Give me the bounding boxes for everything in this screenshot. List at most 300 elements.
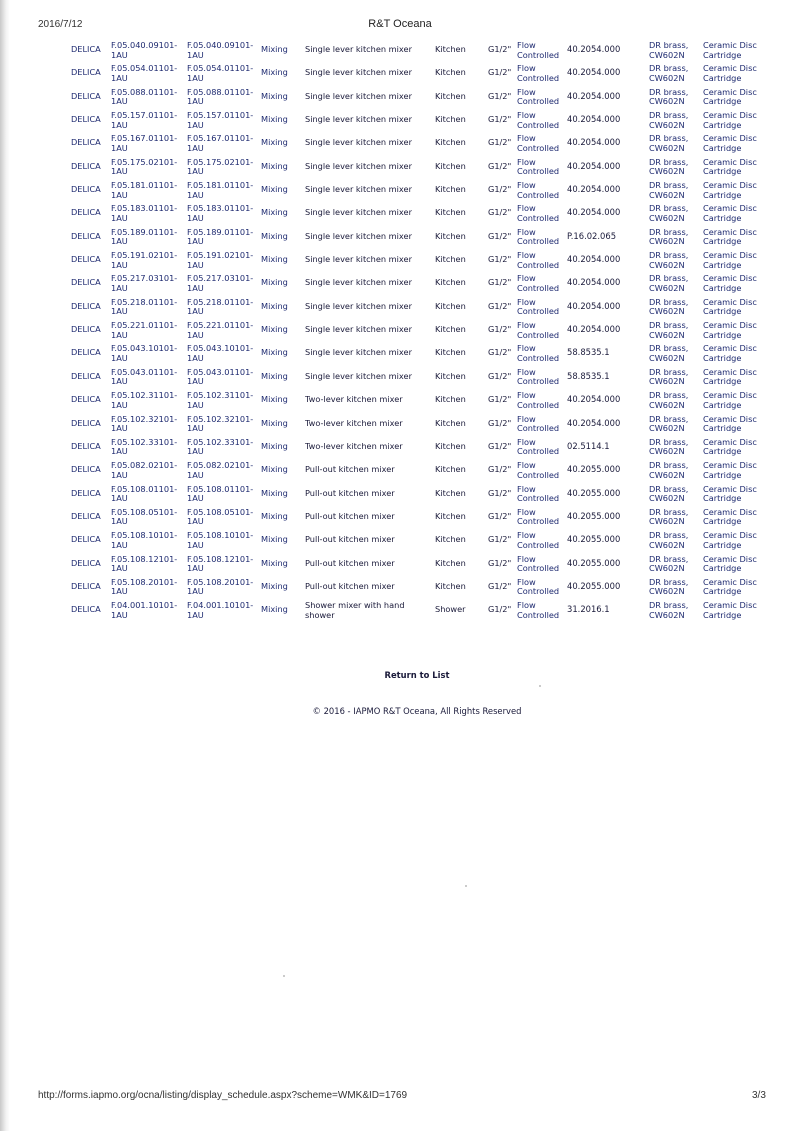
material-cell[interactable] — [649, 344, 688, 363]
material-cell[interactable] — [649, 485, 688, 504]
cartridge-cell-line: Cartridge — [703, 423, 742, 433]
model-number-cell-line: F.05.167.01101- — [111, 133, 178, 144]
model-number-cell[interactable] — [111, 321, 177, 340]
material-cell-line: DR brass, — [649, 156, 689, 167]
cartridge-cell[interactable] — [703, 274, 757, 293]
flow-cell-line: Flow — [517, 273, 536, 284]
cartridge-cell[interactable] — [703, 111, 757, 130]
cartridge-cell[interactable] — [703, 321, 757, 340]
cartridge-cell[interactable] — [703, 134, 757, 153]
description-cell-line: Pull-out kitchen mixer — [305, 580, 395, 591]
model-number-cell[interactable] — [111, 415, 177, 434]
flow-cell[interactable] — [517, 578, 559, 597]
material-cell-line: DR brass, — [649, 86, 689, 97]
description-cell — [305, 92, 412, 102]
model-number-cell[interactable] — [111, 601, 177, 620]
model-code-cell[interactable] — [187, 228, 253, 247]
use-cell: Kitchen — [435, 254, 466, 265]
table-row — [60, 459, 760, 482]
type-cell[interactable]: Mixing — [261, 557, 288, 568]
flow-cell-line: Controlled — [517, 446, 560, 457]
model-number-cell-line: 1AU — [111, 609, 128, 620]
model-code-cell[interactable] — [187, 204, 253, 223]
material-cell[interactable] — [649, 555, 688, 574]
cartridge-cell[interactable] — [703, 461, 757, 480]
material-cell[interactable] — [649, 415, 688, 434]
cartridge-cell-line: Ceramic Disc — [703, 366, 757, 377]
model-number-cell[interactable] — [111, 111, 177, 130]
model-number-cell-line: F.05.040.09101- — [111, 40, 178, 50]
material-cell[interactable] — [649, 251, 688, 270]
brand-cell[interactable]: DELICA — [71, 534, 101, 545]
flow-cell[interactable] — [517, 41, 559, 60]
material-cell-line: DR brass, — [649, 320, 689, 331]
model-code-cell-line: F.05.102.32101- — [187, 413, 254, 424]
model-code-cell-line: F.05.175.02101- — [187, 156, 254, 167]
model-number-cell[interactable] — [111, 344, 177, 363]
material-cell-line: CW602N — [649, 446, 685, 457]
cartridge-cell-line: Cartridge — [703, 352, 742, 363]
model-number-cell-line: F.05.043.01101- — [111, 366, 178, 377]
model-number-cell[interactable] — [111, 391, 177, 410]
watermark-number-cell: 40.2054.000 — [567, 137, 621, 148]
cartridge-cell-line: Ceramic Disc — [703, 530, 757, 541]
model-code-cell[interactable] — [187, 274, 253, 293]
description-cell-line: Two-lever kitchen mixer — [305, 394, 403, 405]
cartridge-cell[interactable] — [703, 438, 757, 457]
material-cell[interactable] — [649, 88, 688, 107]
watermark-number-cell: 40.2054.000 — [567, 417, 621, 428]
model-number-cell-line: F.05.102.31101- — [111, 390, 178, 401]
model-code-cell[interactable] — [187, 251, 253, 270]
model-code-cell[interactable] — [187, 578, 253, 597]
flow-cell-line: Flow — [517, 203, 536, 214]
cartridge-cell[interactable] — [703, 298, 757, 317]
brand-cell[interactable]: DELICA — [71, 417, 101, 428]
brand-cell[interactable]: DELICA — [71, 510, 101, 521]
model-code-cell[interactable] — [187, 485, 253, 504]
model-code-cell-line: 1AU — [187, 376, 204, 387]
model-number-cell-line: F.05.108.10101- — [111, 530, 178, 541]
type-cell[interactable]: Mixing — [261, 277, 288, 288]
table-row — [60, 226, 760, 249]
model-code-cell-line: 1AU — [187, 399, 204, 410]
model-code-cell[interactable] — [187, 508, 253, 527]
page-number: 3/3 — [752, 1090, 766, 1101]
cartridge-cell[interactable] — [703, 344, 757, 363]
brand-cell[interactable]: DELICA — [71, 160, 101, 171]
model-number-cell[interactable] — [111, 485, 177, 504]
model-number-cell[interactable] — [111, 368, 177, 387]
brand-cell[interactable]: DELICA — [71, 580, 101, 591]
flow-cell[interactable] — [517, 391, 559, 410]
material-cell-line: DR brass, — [649, 296, 689, 307]
material-cell[interactable] — [649, 64, 688, 83]
description-cell-line: Single lever kitchen mixer — [305, 324, 412, 335]
flow-cell-line: Flow — [517, 436, 536, 447]
cartridge-cell-line: Cartridge — [703, 166, 742, 177]
material-cell-line: CW602N — [649, 189, 685, 200]
flow-cell-line: Controlled — [517, 212, 560, 223]
type-cell[interactable]: Mixing — [261, 67, 288, 78]
type-cell[interactable]: Mixing — [261, 417, 288, 428]
model-code-cell[interactable] — [187, 158, 253, 177]
material-cell[interactable] — [649, 274, 688, 293]
model-number-cell[interactable] — [111, 41, 177, 60]
flow-cell[interactable] — [517, 181, 559, 200]
cartridge-cell-line: Cartridge — [703, 586, 742, 597]
table-row — [60, 62, 760, 85]
flow-cell[interactable] — [517, 485, 559, 504]
model-number-cell[interactable] — [111, 134, 177, 153]
flow-cell[interactable] — [517, 111, 559, 130]
model-code-cell-line: 1AU — [187, 189, 204, 200]
description-cell-line: Single lever kitchen mixer — [305, 277, 412, 288]
brand-cell[interactable]: DELICA — [71, 394, 101, 405]
use-cell: Kitchen — [435, 114, 466, 125]
size-cell: G1/2" — [488, 230, 512, 241]
brand-cell[interactable]: DELICA — [71, 137, 101, 148]
type-cell[interactable]: Mixing — [261, 184, 288, 195]
material-cell[interactable] — [649, 461, 688, 480]
use-cell: Kitchen — [435, 534, 466, 545]
brand-cell[interactable]: DELICA — [71, 114, 101, 125]
cartridge-cell[interactable] — [703, 368, 757, 387]
brand-cell[interactable]: DELICA — [71, 67, 101, 78]
model-number-cell-line: F.05.191.02101- — [111, 250, 178, 261]
model-code-cell[interactable] — [187, 41, 253, 60]
model-number-cell[interactable] — [111, 158, 177, 177]
flow-cell[interactable] — [517, 344, 559, 363]
watermark-number-cell: 02.5114.1 — [567, 440, 610, 451]
type-cell[interactable]: Mixing — [261, 300, 288, 311]
material-cell[interactable] — [649, 578, 688, 597]
model-code-cell[interactable] — [187, 64, 253, 83]
flow-cell[interactable] — [517, 368, 559, 387]
model-code-cell[interactable] — [187, 321, 253, 340]
model-code-cell[interactable] — [187, 88, 253, 107]
brand-cell[interactable]: DELICA — [71, 184, 101, 195]
flow-cell-line: Flow — [517, 576, 536, 587]
material-cell-line: DR brass, — [649, 530, 689, 541]
flow-cell-line: Controlled — [517, 493, 560, 504]
brand-cell[interactable]: DELICA — [71, 44, 101, 54]
model-code-cell[interactable] — [187, 391, 253, 410]
material-cell[interactable] — [649, 228, 688, 247]
cartridge-cell[interactable] — [703, 508, 757, 527]
type-cell[interactable]: Mixing — [261, 324, 288, 335]
type-cell[interactable]: Mixing — [261, 604, 288, 615]
flow-cell[interactable] — [517, 601, 559, 620]
flow-cell[interactable] — [517, 64, 559, 83]
brand-cell[interactable]: DELICA — [71, 347, 101, 358]
cartridge-cell[interactable] — [703, 204, 757, 223]
flow-cell-line: Flow — [517, 133, 536, 144]
cartridge-cell[interactable] — [703, 485, 757, 504]
cartridge-cell[interactable] — [703, 415, 757, 434]
copyright-notice: © 2016 - IAPMO R&T Oceana, All Rights Reserved — [312, 706, 522, 716]
flow-cell[interactable] — [517, 251, 559, 270]
brand-cell[interactable]: DELICA — [71, 230, 101, 241]
type-cell[interactable]: Mixing — [261, 44, 288, 54]
brand-cell[interactable]: DELICA — [71, 207, 101, 218]
type-cell[interactable]: Mixing — [261, 440, 288, 451]
table-row — [60, 483, 760, 506]
flow-cell[interactable] — [517, 158, 559, 177]
material-cell[interactable] — [649, 41, 688, 60]
type-cell[interactable]: Mixing — [261, 254, 288, 265]
model-code-cell[interactable] — [187, 344, 253, 363]
brand-cell[interactable]: DELICA — [71, 557, 101, 568]
description-cell-line: Single lever kitchen mixer — [305, 90, 412, 101]
watermark-number-cell: 40.2054.000 — [567, 277, 621, 288]
model-number-cell[interactable] — [111, 251, 177, 270]
brand-cell[interactable]: DELICA — [71, 324, 101, 335]
model-code-cell-line: 1AU — [187, 352, 204, 363]
model-code-cell[interactable] — [187, 134, 253, 153]
material-cell[interactable] — [649, 111, 688, 130]
model-code-cell[interactable] — [187, 415, 253, 434]
cartridge-cell[interactable] — [703, 88, 757, 107]
cartridge-cell-line: Cartridge — [703, 189, 742, 200]
description-cell — [305, 512, 395, 522]
type-cell[interactable]: Mixing — [261, 160, 288, 171]
model-number-cell-line: 1AU — [111, 72, 128, 83]
cartridge-cell-line: Cartridge — [703, 329, 742, 340]
material-cell[interactable] — [649, 508, 688, 527]
watermark-number-cell: 40.2054.000 — [567, 160, 621, 171]
model-number-cell[interactable] — [111, 438, 177, 457]
type-cell[interactable]: Mixing — [261, 370, 288, 381]
description-cell-line: Pull-out kitchen mixer — [305, 487, 395, 498]
watermark-number-cell: P.16.02.065 — [567, 230, 617, 241]
type-cell[interactable]: Mixing — [261, 487, 288, 498]
cartridge-cell[interactable] — [703, 391, 757, 410]
model-code-cell[interactable] — [187, 111, 253, 130]
size-cell: G1/2" — [488, 137, 512, 148]
cartridge-cell[interactable] — [703, 181, 757, 200]
material-cell-line: DR brass, — [649, 273, 689, 284]
model-number-cell[interactable] — [111, 555, 177, 574]
flow-cell[interactable] — [517, 228, 559, 247]
flow-cell[interactable] — [517, 461, 559, 480]
material-cell[interactable] — [649, 134, 688, 153]
brand-cell[interactable]: DELICA — [71, 464, 101, 475]
flow-cell-line: Controlled — [517, 72, 560, 83]
size-cell: G1/2" — [488, 394, 512, 405]
model-code-cell-line: 1AU — [187, 446, 204, 457]
cartridge-cell[interactable] — [703, 64, 757, 83]
model-code-cell-line: 1AU — [187, 236, 204, 247]
cartridge-cell[interactable] — [703, 251, 757, 270]
flow-cell[interactable] — [517, 134, 559, 153]
brand-cell[interactable]: DELICA — [71, 440, 101, 451]
material-cell-line: CW602N — [649, 49, 685, 60]
cartridge-cell[interactable] — [703, 158, 757, 177]
material-cell[interactable] — [649, 181, 688, 200]
material-cell[interactable] — [649, 601, 688, 620]
brand-cell[interactable]: DELICA — [71, 277, 101, 288]
model-number-cell[interactable] — [111, 461, 177, 480]
model-number-cell[interactable] — [111, 204, 177, 223]
model-number-cell-line: 1AU — [111, 259, 128, 270]
type-cell[interactable]: Mixing — [261, 347, 288, 358]
use-cell: Kitchen — [435, 137, 466, 148]
material-cell-line: CW602N — [649, 516, 685, 527]
model-number-cell[interactable] — [111, 531, 177, 550]
description-cell-line: Single lever kitchen mixer — [305, 370, 412, 381]
brand-cell[interactable]: DELICA — [71, 370, 101, 381]
flow-cell[interactable] — [517, 274, 559, 293]
size-cell: G1/2" — [488, 487, 512, 498]
model-code-cell-line: 1AU — [187, 329, 204, 340]
model-code-cell-line: 1AU — [187, 96, 204, 107]
model-code-cell[interactable] — [187, 368, 253, 387]
model-number-cell-line: 1AU — [111, 49, 128, 60]
cartridge-cell-line: Cartridge — [703, 236, 742, 247]
model-number-cell-line: F.05.043.10101- — [111, 343, 178, 354]
description-cell — [305, 255, 412, 265]
model-number-cell-line: 1AU — [111, 236, 128, 247]
flow-cell[interactable] — [517, 204, 559, 223]
material-cell[interactable] — [649, 204, 688, 223]
material-cell-line: CW602N — [649, 282, 685, 293]
material-cell-line: CW602N — [649, 72, 685, 83]
cartridge-cell-line: Cartridge — [703, 96, 742, 107]
model-number-cell[interactable] — [111, 274, 177, 293]
model-code-cell[interactable] — [187, 181, 253, 200]
type-cell[interactable]: Mixing — [261, 464, 288, 475]
model-code-cell[interactable] — [187, 601, 253, 620]
model-code-cell-line: 1AU — [187, 259, 204, 270]
type-cell[interactable]: Mixing — [261, 580, 288, 591]
cartridge-cell[interactable] — [703, 531, 757, 550]
flow-cell[interactable] — [517, 555, 559, 574]
table-row — [60, 249, 760, 272]
type-cell[interactable]: Mixing — [261, 534, 288, 545]
type-cell[interactable]: Mixing — [261, 207, 288, 218]
model-number-cell[interactable] — [111, 64, 177, 83]
model-number-cell-line: F.05.218.01101- — [111, 296, 178, 307]
material-cell-line: CW602N — [649, 166, 685, 177]
model-code-cell-line: 1AU — [187, 142, 204, 153]
listing-table — [60, 39, 760, 623]
material-cell[interactable] — [649, 158, 688, 177]
material-cell[interactable] — [649, 321, 688, 340]
cartridge-cell-line: Cartridge — [703, 469, 742, 480]
cartridge-cell[interactable] — [703, 41, 757, 60]
type-cell[interactable]: Mixing — [261, 114, 288, 125]
flow-cell[interactable] — [517, 298, 559, 317]
scan-speck — [539, 685, 541, 687]
flow-cell[interactable] — [517, 438, 559, 457]
model-number-cell[interactable] — [111, 508, 177, 527]
return-to-list-link[interactable]: Return to List — [384, 670, 450, 680]
type-cell[interactable]: Mixing — [261, 90, 288, 101]
model-code-cell-line: F.05.108.10101- — [187, 530, 254, 541]
model-number-cell-line: F.05.102.33101- — [111, 436, 178, 447]
flow-cell[interactable] — [517, 531, 559, 550]
brand-cell[interactable]: DELICA — [71, 487, 101, 498]
material-cell-line: CW602N — [649, 423, 685, 433]
model-code-cell[interactable] — [187, 461, 253, 480]
cartridge-cell-line: Ceramic Disc — [703, 390, 757, 401]
cartridge-cell-line: Ceramic Disc — [703, 600, 757, 611]
cartridge-cell[interactable] — [703, 578, 757, 597]
flow-cell-line: Flow — [517, 390, 536, 401]
cartridge-cell-line: Ceramic Disc — [703, 320, 757, 331]
cartridge-cell-line: Cartridge — [703, 376, 742, 387]
model-code-cell[interactable] — [187, 531, 253, 550]
brand-cell[interactable]: DELICA — [71, 604, 101, 615]
material-cell[interactable] — [649, 368, 688, 387]
cartridge-cell-line: Ceramic Disc — [703, 343, 757, 354]
model-number-cell-line: F.05.189.01101- — [111, 226, 178, 237]
cartridge-cell[interactable] — [703, 228, 757, 247]
description-cell — [305, 302, 412, 312]
material-cell[interactable] — [649, 438, 688, 457]
flow-cell[interactable] — [517, 88, 559, 107]
flow-cell-line: Flow — [517, 156, 536, 167]
model-number-cell-line: F.04.001.10101- — [111, 600, 178, 611]
model-number-cell-line: 1AU — [111, 399, 128, 410]
type-cell[interactable]: Mixing — [261, 230, 288, 241]
model-number-cell-line: F.05.221.01101- — [111, 320, 178, 331]
cartridge-cell-line: Cartridge — [703, 142, 742, 153]
material-cell-line: CW602N — [649, 212, 685, 223]
brand-cell[interactable]: DELICA — [71, 300, 101, 311]
flow-cell[interactable] — [517, 415, 559, 434]
material-cell-line: CW602N — [649, 236, 685, 247]
size-cell: G1/2" — [488, 464, 512, 475]
flow-cell-line: Controlled — [517, 423, 560, 433]
material-cell[interactable] — [649, 298, 688, 317]
brand-cell[interactable]: DELICA — [71, 254, 101, 265]
model-number-cell[interactable] — [111, 88, 177, 107]
type-cell[interactable]: Mixing — [261, 137, 288, 148]
model-number-cell-line: 1AU — [111, 539, 128, 550]
size-cell: G1/2" — [488, 207, 512, 218]
material-cell[interactable] — [649, 531, 688, 550]
cartridge-cell-line: Ceramic Disc — [703, 226, 757, 237]
flow-cell[interactable] — [517, 508, 559, 527]
model-number-cell[interactable] — [111, 578, 177, 597]
brand-cell[interactable]: DELICA — [71, 90, 101, 101]
model-number-cell[interactable] — [111, 298, 177, 317]
cartridge-cell-line: Ceramic Disc — [703, 506, 757, 517]
description-cell — [305, 442, 403, 452]
size-cell: G1/2" — [488, 580, 512, 591]
flow-cell[interactable] — [517, 321, 559, 340]
material-cell[interactable] — [649, 391, 688, 410]
flow-cell-line: Controlled — [517, 563, 560, 574]
description-cell — [305, 45, 412, 55]
cartridge-cell[interactable] — [703, 601, 757, 620]
size-cell: G1/2" — [488, 347, 512, 358]
model-code-cell[interactable] — [187, 555, 253, 574]
model-code-cell[interactable] — [187, 438, 253, 457]
model-code-cell[interactable] — [187, 298, 253, 317]
type-cell[interactable]: Mixing — [261, 510, 288, 521]
model-number-cell-line: 1AU — [111, 96, 128, 107]
model-number-cell-line: 1AU — [111, 119, 128, 130]
type-cell[interactable]: Mixing — [261, 394, 288, 405]
description-cell — [305, 232, 412, 242]
cartridge-cell[interactable] — [703, 555, 757, 574]
model-number-cell[interactable] — [111, 228, 177, 247]
description-cell — [305, 582, 395, 592]
model-number-cell[interactable] — [111, 181, 177, 200]
